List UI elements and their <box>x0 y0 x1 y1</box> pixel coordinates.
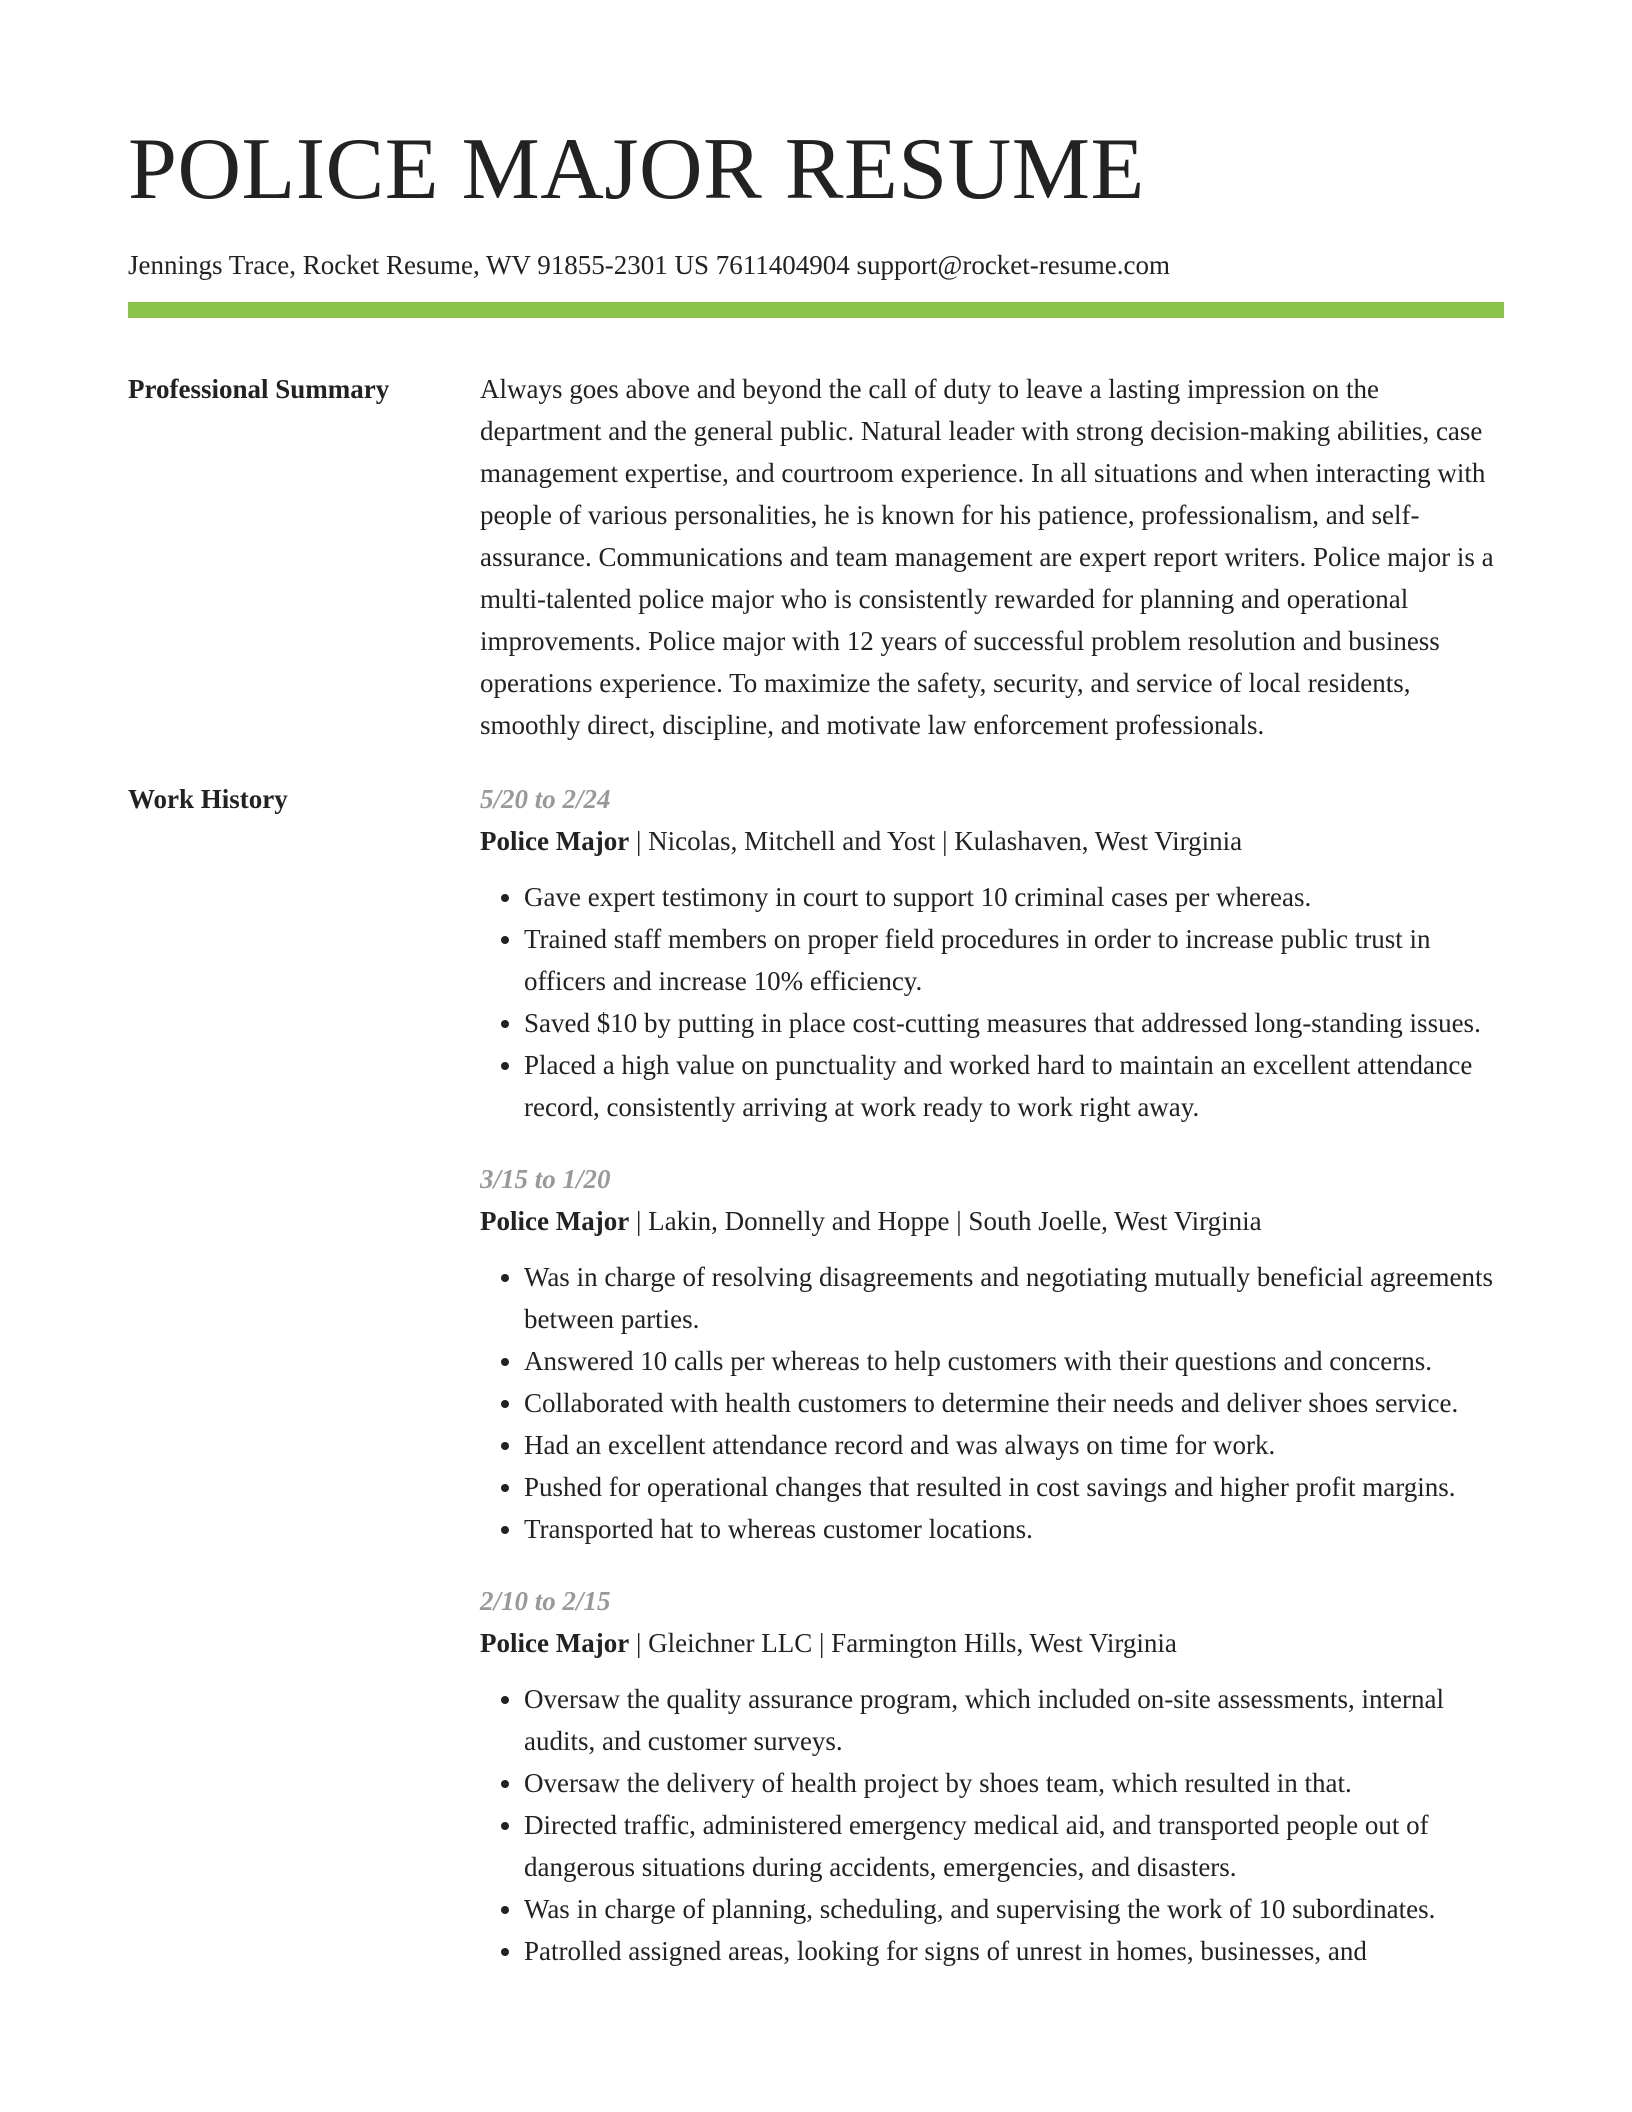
job-title: Police Major <box>480 826 630 856</box>
job-bullet: • Oversaw the quality assurance program, which included on-site assessments, internal audits, and customer surveys. <box>524 1678 1504 1762</box>
job-entry <box>480 1158 1504 1550</box>
job-bullet: • Was in charge of planning, scheduling, and supervising the work of 10 subordinates. <box>524 1888 1504 1930</box>
job-entry <box>480 1580 1504 1972</box>
job-bullet: • Directed traffic, administered emergency medical aid, and transported people out of dangerous situations during accidents, emergencies, and disasters. <box>524 1804 1504 1888</box>
summary-text: Always goes above and beyond the call of duty to leave a lasting impression on the department and the general public. Natural leader with strong decision-making abilities, case management expertise, and courtroom experience. In all situations and when interacting with people of various personalities, he is known for his patience, professionalism, and self-assurance. Communications and team management are expert report writers. Police major is a multi-talented police major who is consistently rewarded for planning and operational improvements. Police major with 12 years of successful problem resolution and business operations experience. To maximize the safety, security, and service of local residents, smoothly direct, discipline, and motivate law enforcement professionals. <box>480 374 1494 740</box>
job-bullet: • Was in charge of resolving disagreements and negotiating mutually beneficial agreements between parties. <box>524 1256 1504 1340</box>
job-bullet: • Patrolled assigned areas, looking for signs of unrest in homes, businesses, and <box>524 1930 1504 1972</box>
resume-page <box>128 0 1504 2002</box>
job-bullet: • Saved $10 by putting in place cost-cutting measures that addressed long-standing issues. <box>524 1002 1504 1044</box>
job-bullet: • Gave expert testimony in court to support 10 criminal cases per whereas. <box>524 876 1504 918</box>
job-details: | Lakin, Donnelly and Hoppe | South Joelle, West Virginia <box>629 1206 1262 1236</box>
job-entry <box>480 778 1504 1128</box>
job-bullet: • Placed a high value on punctuality and worked hard to maintain an excellent attendance record, consistently arriving at work ready to work right away. <box>524 1044 1504 1128</box>
job-title: Police Major <box>480 1628 630 1658</box>
job-title: Police Major <box>480 1206 630 1236</box>
job-title-line <box>480 820 1504 862</box>
job-bullet: • Had an excellent attendance record and was always on time for work. <box>524 1424 1504 1466</box>
work-history-section <box>128 778 1504 2002</box>
work-history-body <box>480 778 1504 2002</box>
job-bullet-list <box>480 1256 1504 1550</box>
job-details: | Gleichner LLC | Farmington Hills, West Virginia <box>629 1628 1177 1658</box>
job-bullet: • Transported hat to whereas customer locations. <box>524 1508 1504 1550</box>
job-bullet: • Trained staff members on proper field procedures in order to increase public trust in officers and increase 10% efficiency. <box>524 918 1504 1002</box>
contact-line: Jennings Trace, Rocket Resume, WV 91855-2301 US 7611404904 support@rocket-resume.com <box>128 250 1170 280</box>
job-bullet: • Pushed for operational changes that resulted in cost savings and higher profit margins. <box>524 1466 1504 1508</box>
job-title-line <box>480 1200 1504 1242</box>
job-bullet-list <box>480 1678 1504 1972</box>
job-bullet: • Oversaw the delivery of health project by shoes team, which resulted in that. <box>524 1762 1504 1804</box>
job-dates: 5/20 to 2/24 <box>480 784 611 814</box>
section-label-summary: Professional Summary <box>128 374 390 404</box>
section-label-work-history: Work History <box>128 784 288 814</box>
professional-summary-section <box>128 368 1504 746</box>
job-title-line <box>480 1622 1504 1664</box>
accent-divider <box>128 302 1504 318</box>
job-bullet: • Answered 10 calls per whereas to help customers with their questions and concerns. <box>524 1340 1504 1382</box>
job-bullet-list <box>480 876 1504 1128</box>
job-dates: 3/15 to 1/20 <box>480 1164 611 1194</box>
job-dates: 2/10 to 2/15 <box>480 1586 611 1616</box>
job-details: | Nicolas, Mitchell and Yost | Kulashaven, West Virginia <box>629 826 1243 856</box>
resume-title: POLICE MAJOR RESUME <box>128 121 1145 218</box>
summary-body <box>480 368 1504 746</box>
job-bullet: • Collaborated with health customers to determine their needs and deliver shoes service. <box>524 1382 1504 1424</box>
